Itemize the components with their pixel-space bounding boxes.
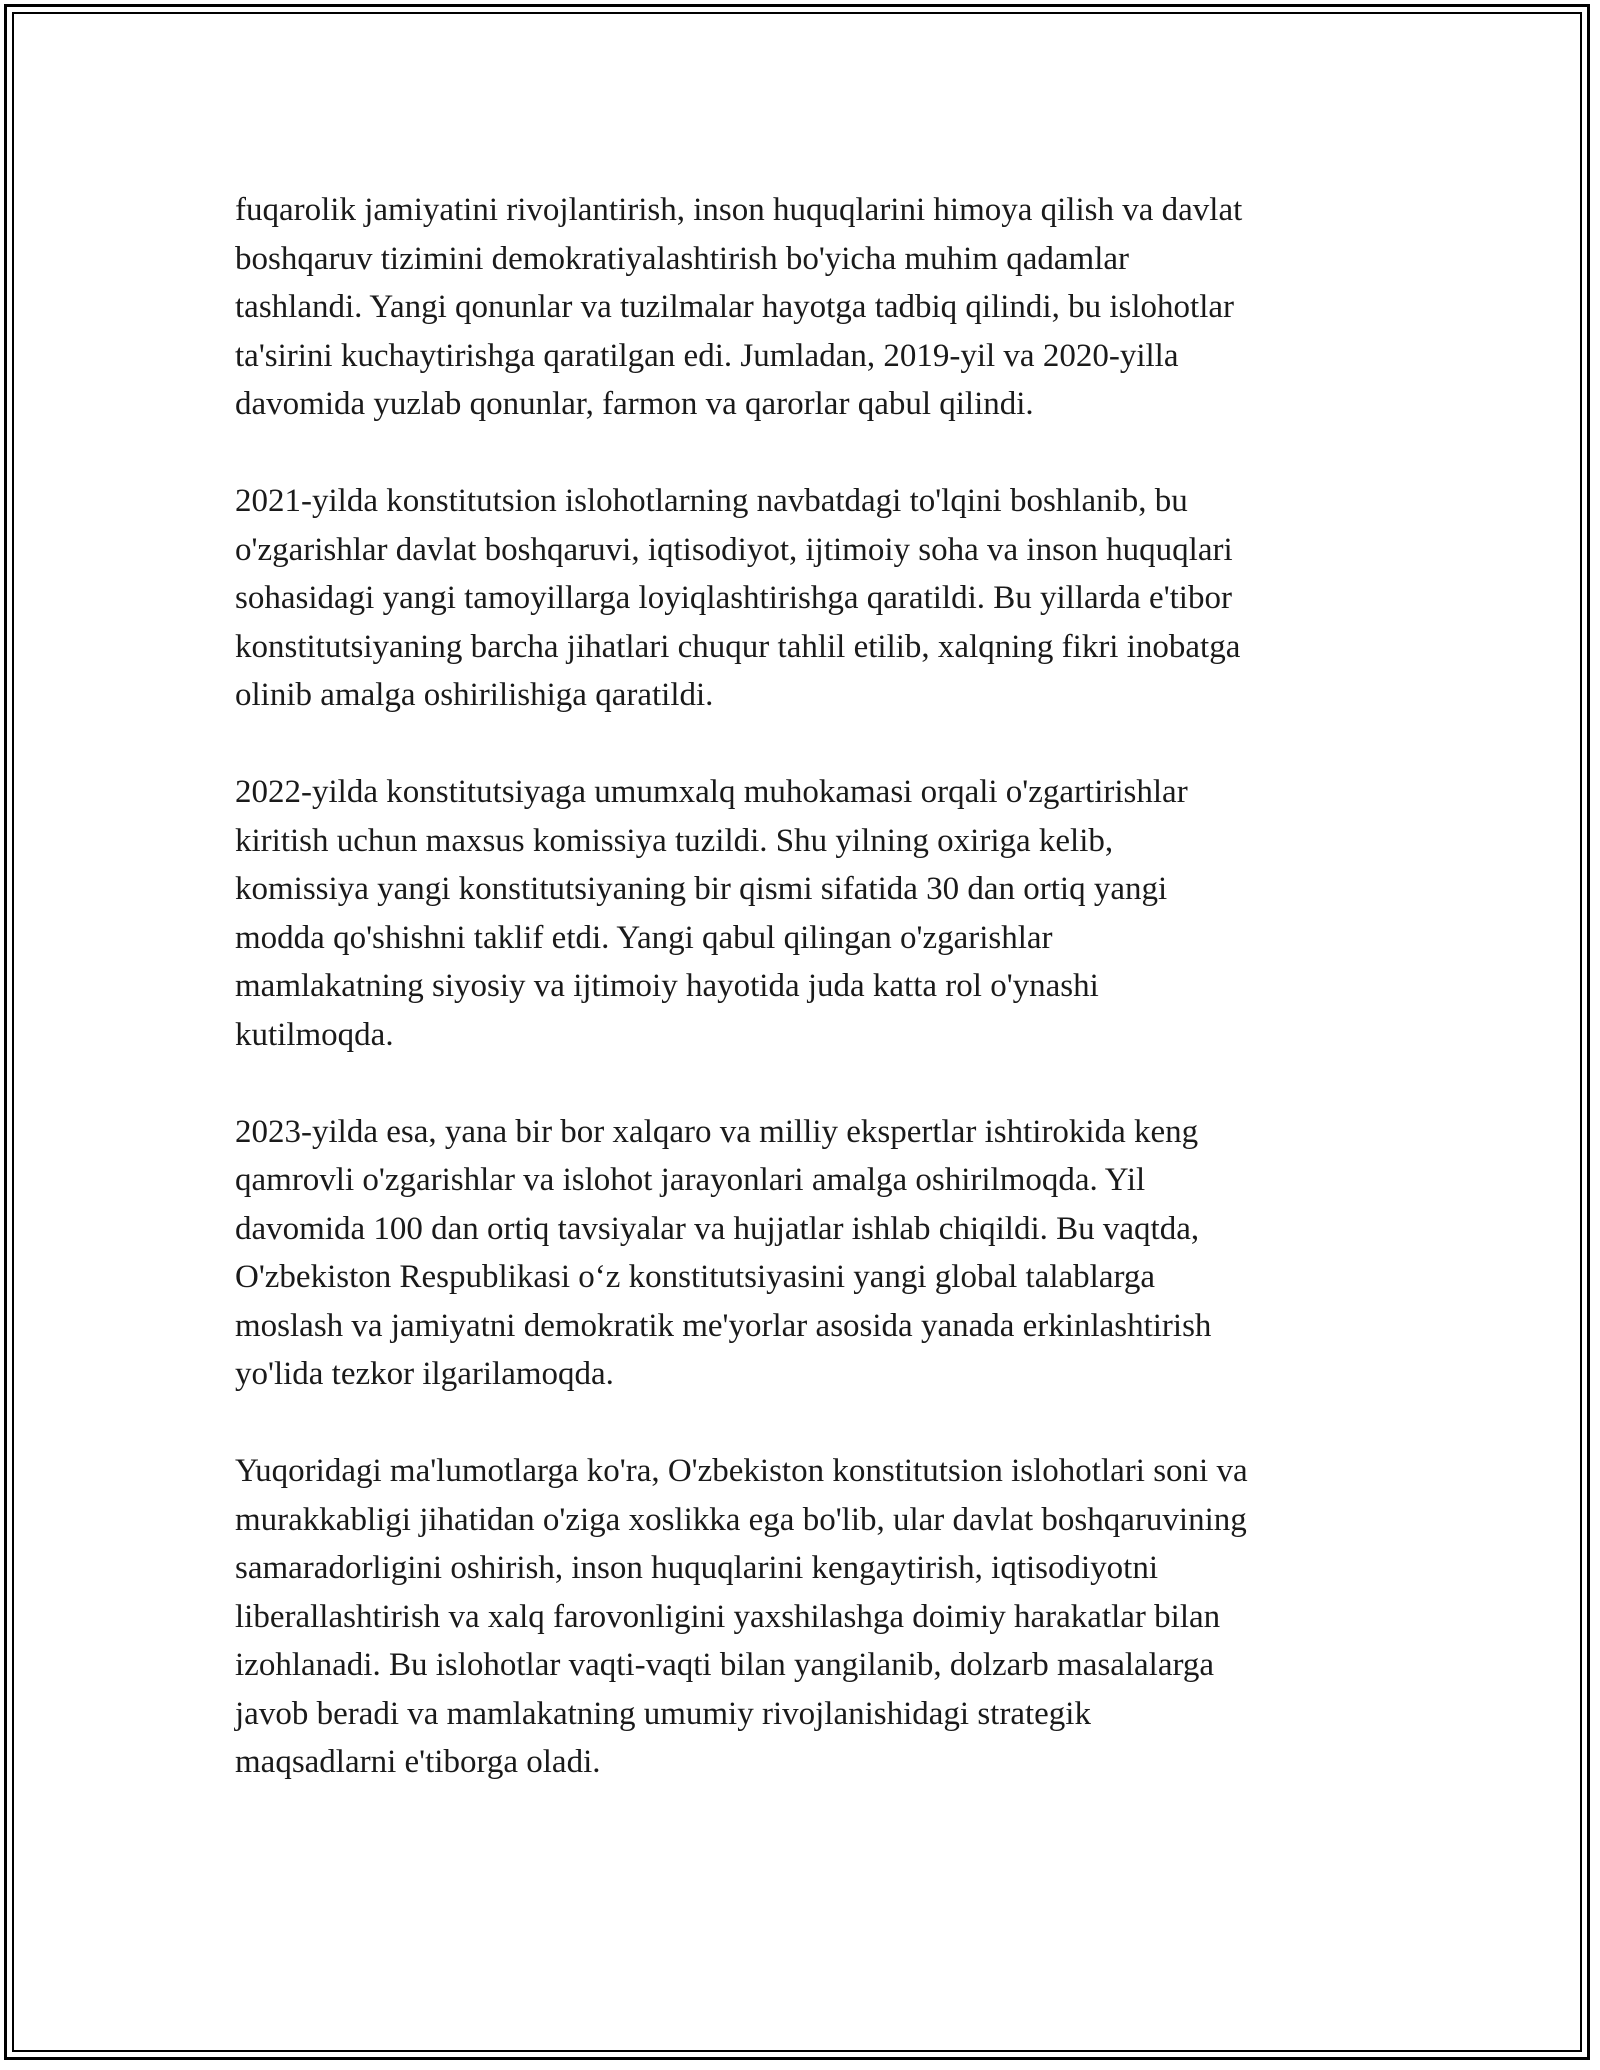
paragraph-2: 2021-yilda konstitutsion islohotlarning navbatdagi to'lqini boshlanib, bu o'zgarishlar davlat boshqaruvi, iqtisodiyot, ijtimoiy soha va inson huquqlari sohasidagi yangi tamoyillarga loyiqlashtirishga qaratildi. Bu yillarda e'tibor konstitutsiyaning barcha jihatlari chuqur tahlil etilib, xalqning fikri inobatga olinib amalga oshirilishiga qaratildi. — [235, 483, 1241, 713]
paragraph-5: Yuqoridagi ma'lumotlarga ko'ra, O'zbekiston konstitutsion islohotlari soni va murakkabligi jihatidan o'ziga xoslikka ega bo'lib, ular davlat boshqaruvining samaradorligini oshirish, inson huquqlarini kengaytirish, iqtisodiyotni liberallashtirish va xalq farovonligini yaxshilashga doimiy harakatlar bilan izohlanadi. Bu islohotlar vaqti-vaqti bilan yangilanib, dolzarb masalalarga javob beradi va mamlakatning umumiy rivojlanishidagi strategik maqsadlarni e'tiborga oladi. — [235, 1453, 1248, 1780]
document-body — [235, 186, 1385, 1835]
paragraph-1: fuqarolik jamiyatini rivojlantirish, inson huquqlarini himoya qilish va davlat boshqaruv tizimini demokratiyalashtirish bo'yicha muhim qadamlar tashlandi. Yangi qonunlar va tuzilmalar hayotga tadbiq qilindi, bu islohotlar ta'sirini kuchaytirishga qaratilgan edi. Jumladan, 2019-yil va 2020-yilla davomida yuzlab qonunlar, farmon va qarorlar qabul qilindi. — [235, 192, 1243, 422]
paragraph-3: 2022-yilda konstitutsiyaga umumxalq muhokamasi orqali o'zgartirishlar kiritish uchun maxsus komissiya tuzildi. Shu yilning oxiriga kelib, komissiya yangi konstitutsiyaning bir qismi sifatida 30 dan ortiq yangi modda qo'shishni taklif etdi. Yangi qabul qilingan o'zgarishlar mamlakatning siyosiy va ijtimoiy hayotida juda katta rol o'ynashi kutilmoqda. — [235, 774, 1188, 1053]
paragraph-4: 2023-yilda esa, yana bir bor xalqaro va milliy ekspertlar ishtirokida keng qamrovli o'zgarishlar va islohot jarayonlari amalga oshirilmoqda. Yil davomida 100 dan ortiq tavsiyalar va hujjatlar ishlab chiqildi. Bu vaqtda, O'zbekiston Respublikasi o‘z konstitutsiyasini yangi global talablarga moslash va jamiyatni demokratik me'yorlar asosida yanada erkinlashtirish yo'lida tezkor ilgarilamoqda. — [235, 1113, 1212, 1392]
